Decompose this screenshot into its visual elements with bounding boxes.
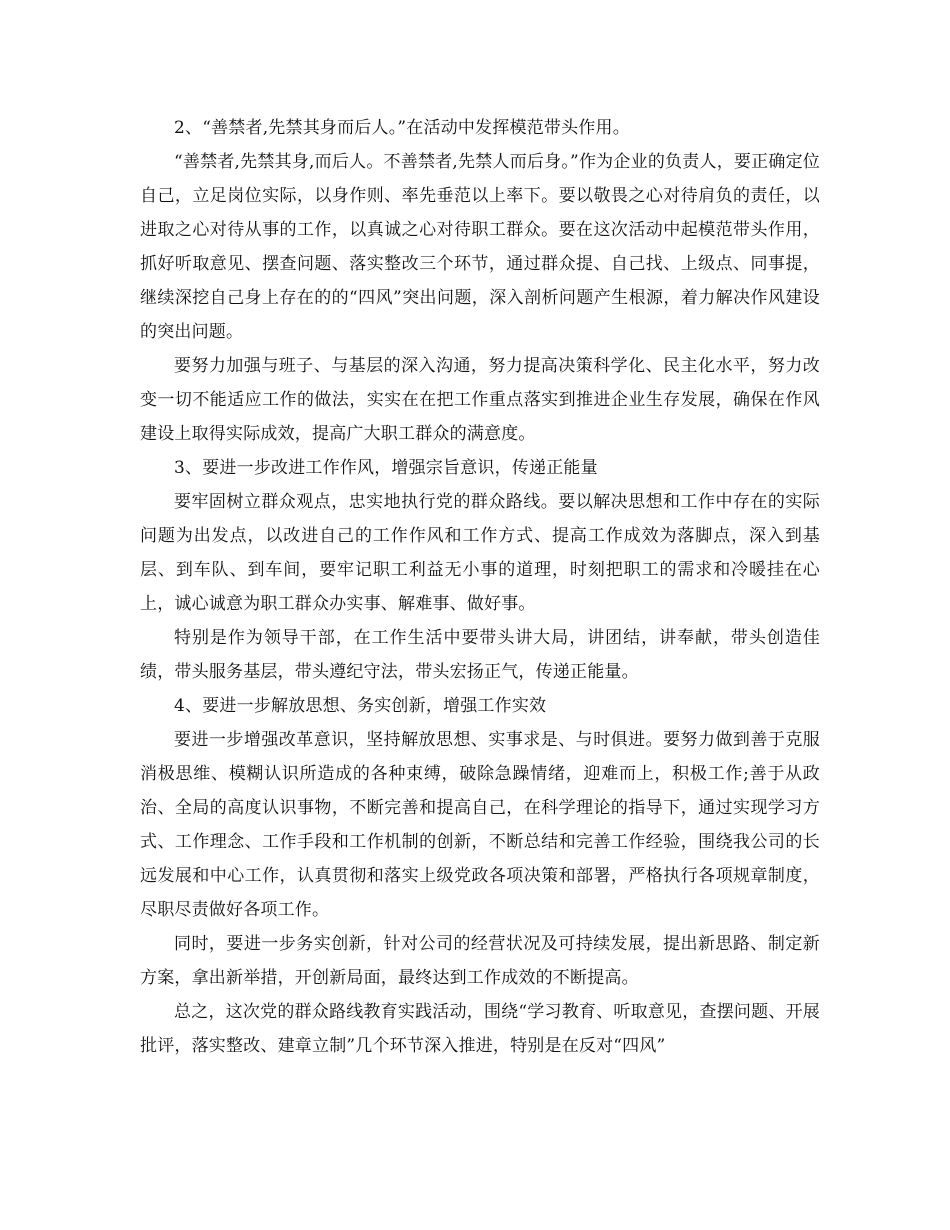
paragraph: 总之，这次党的群众路线教育实践活动，围绕“学习教育、听取意见，查摆问题、开展批评，落实整改、建章立制”几个环节深入推进，特别是在反对“四风”: [140, 1002, 820, 1056]
paragraph: 要努力加强与班子、与基层的深入沟通，努力提高决策科学化、民主化水平，努力改变一切不能适应工作的做法，实实在在把工作重点落实到推进企业生存发展，确保在作风建设上取得实际成效，提高广大职工群众的满意度。: [140, 356, 820, 444]
paragraph: 要进一步增强改革意识，坚持解放思想、实事求是、与时俱进。要努力做到善于克服消极思维、模糊认识所造成的各种束缚，破除急躁情绪，迎难而上，积极工作;善于从政治、全局的高度认识事物，不断完善和提高自己，在科学理论的指导下，通过实现学习方式、工作理念、工作手段和工作机制的创新，不断总结和完善工作经验，围绕我公司的长远发展和中心工作，认真贯彻和落实上级党政各项决策和部署，严格执行各项规章制度，尽职尽责做好各项工作。: [140, 730, 820, 920]
document-body: [140, 111, 820, 1063]
paragraph: 同时，要进一步务实创新，针对公司的经营状况及可持续发展，提出新思路、制定新方案，拿出新举措，开创新局面，最终达到工作成效的不断提高。: [140, 934, 820, 988]
heading-point-2: 2、“善禁者,先禁其身而后人。”在活动中发挥模范带头作用。: [174, 118, 630, 138]
heading-point-4: 4、要进一步解放思想、务实创新，增强工作实效: [174, 696, 547, 716]
paragraph: 特别是作为领导干部，在工作生活中要带头讲大局，讲团结，讲奉献，带头创造佳绩，带头服务基层，带头遵纪守法，带头宏扬正气，传递正能量。: [140, 628, 820, 682]
paragraph: “善禁者,先禁其身,而后人。不善禁者,先禁人而后身。”作为企业的负责人，要正确定位自己，立足岗位实际，以身作则、率先垂范以上率下。要以敬畏之心对待肩负的责任，以进取之心对待从事的工作，以真诚之心对待职工群众。要在这次活动中起模范带头作用，抓好听取意见、摆查问题、落实整改三个环节，通过群众提、自己找、上级点、同事提，继续深挖自己身上存在的的“四风”突出问题，深入剖析问题产生根源，着力解决作风建设的突出问题。: [140, 152, 820, 342]
heading-point-3: 3、要进一步改进工作作风，增强宗旨意识，传递正能量: [174, 458, 598, 478]
paragraph: 要牢固树立群众观点，忠实地执行党的群众路线。要以解决思想和工作中存在的实际问题为出发点，以改进自己的工作作风和工作方式、提高工作成效为落脚点，深入到基层、到车队、到车间，要牢记职工利益无小事的道理，时刻把职工的需求和冷暖挂在心上，诚心诚意为职工群众办实事、解难事、做好事。: [140, 492, 820, 614]
